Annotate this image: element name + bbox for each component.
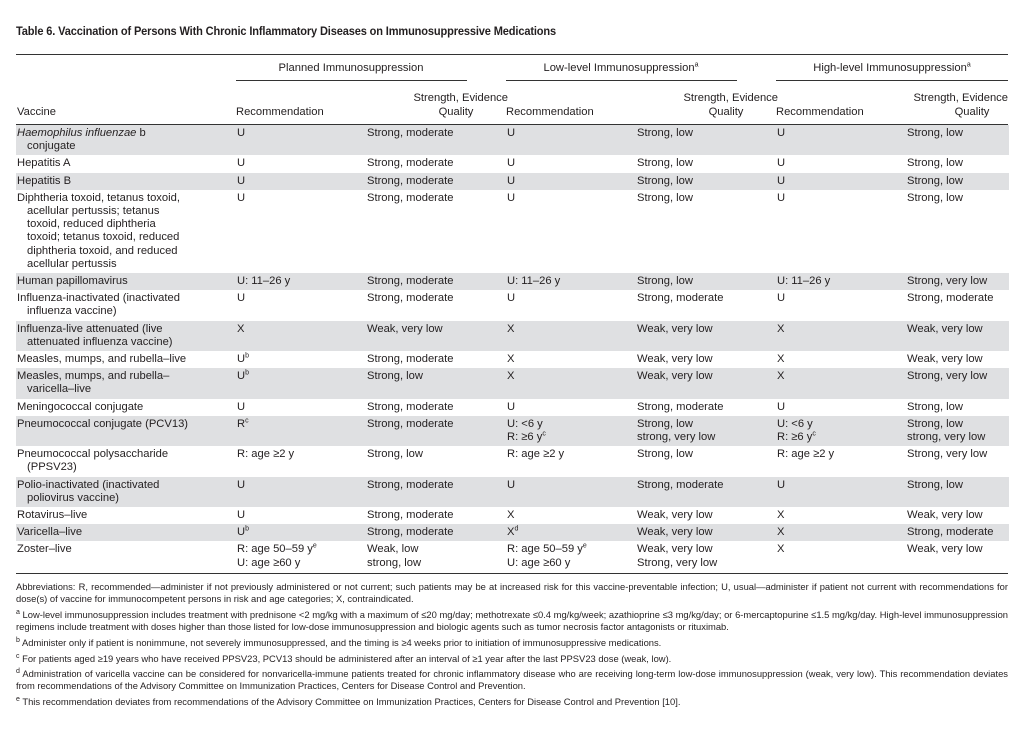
recommendation-cell: X	[777, 526, 785, 539]
recommendation-cell: X	[507, 353, 515, 366]
group-underline-low	[506, 80, 737, 81]
strength-cell: Strong, moderate	[367, 478, 454, 491]
footnote: $^c$ For patients aged ≥19 years who have received PPSV23, PCV13 should be administered after an interval of ≥1 year after the last PPSV23 dose (weak, low).	[16, 652, 672, 664]
table-row	[16, 155, 1009, 172]
strength-cell: Strong, very low	[907, 448, 988, 461]
col-header-recommendation: Recommendation	[506, 106, 594, 118]
recommendation-cell: U: 11–26 y	[237, 275, 291, 288]
table-row	[16, 125, 1009, 155]
recommendation-cell: U	[507, 292, 516, 305]
strength-cell: Weak, very low	[907, 322, 983, 335]
recommendation-cell: U: <6 y R: ≥6 $y^c$	[507, 417, 546, 444]
strength-cell: Strong, moderate	[367, 191, 454, 204]
group-underline-high	[776, 80, 1008, 81]
vaccine-name-cell: Haemophilus influenzae b conjugate	[17, 127, 146, 153]
table-row	[16, 290, 1009, 320]
recommendation-cell: X	[777, 370, 785, 383]
recommendation-cell: U	[507, 478, 516, 491]
recommendation-cell: X	[507, 509, 515, 522]
strength-cell: Weak, very low	[637, 370, 713, 383]
table-row	[16, 446, 1009, 476]
vaccine-name-cell: Varicella–live	[17, 526, 83, 539]
recommendation-cell: R: age ≥2 y	[507, 448, 565, 461]
strength-cell: Strong, low	[637, 275, 693, 288]
table-row	[16, 541, 1009, 571]
vaccine-name-cell: Human papillomavirus	[17, 275, 128, 288]
strength-cell: Strong, low strong, very low	[907, 417, 986, 444]
strength-cell: Weak, very low	[637, 509, 713, 522]
recommendation-cell: U	[507, 127, 516, 139]
strength-cell: Strong, very low	[907, 275, 988, 288]
recommendation-cell: U: 11–26 y	[777, 275, 831, 288]
footnote: Abbreviations: R, recommended—administer if not previously administered or not current; such patients may be at increased risk for this vaccine-preventable infection; U, usual—administer if patient not current with recommendations for dose(s) of vaccine for immunocompetent persons in risk and age categories; X, contraindicated.	[16, 581, 1008, 605]
col-header-strength: Strength, Evidence Quality	[683, 92, 778, 118]
vaccine-name-cell: Meningococcal conjugate	[17, 400, 144, 413]
strength-cell: Strong, moderate	[907, 526, 994, 539]
recommendation-cell: X	[507, 322, 515, 335]
col-header-recommendation: Recommendation	[236, 106, 324, 118]
recommendation-cell: U	[237, 174, 246, 187]
recommendation-cell: U: 11–26 y	[507, 275, 561, 288]
strength-cell: Strong, low	[907, 127, 963, 139]
recommendation-cell: U	[777, 400, 786, 413]
recommendation-cell: U	[237, 509, 246, 522]
recommendation-cell: R: age ≥2 y	[237, 448, 295, 461]
table-row	[16, 399, 1009, 416]
strength-cell: Strong, moderate	[367, 509, 454, 522]
strength-cell: Strong, low strong, very low	[637, 417, 716, 444]
recommendation-cell: X	[237, 322, 245, 335]
strength-cell: Strong, low	[907, 157, 963, 170]
strength-cell: Weak, low strong, low	[367, 543, 422, 569]
strength-cell: Weak, very low Strong, very low	[637, 543, 718, 569]
strength-cell: Strong, low	[907, 400, 963, 413]
strength-cell: Strong, moderate	[367, 417, 454, 430]
strength-cell: Strong, moderate	[367, 127, 454, 139]
table-row	[16, 190, 1009, 273]
strength-cell: Strong, low	[367, 448, 423, 461]
group-header-planned: Planned Immunosuppression	[278, 62, 424, 74]
strength-cell: Weak, very low	[637, 353, 713, 366]
vaccine-name-cell: Measles, mumps, and rubella–live	[17, 353, 187, 366]
vaccine-name-cell: Measles, mumps, and rubella– varicella–live	[17, 370, 170, 396]
recommendation-cell: U	[777, 191, 786, 204]
strength-cell: Strong, moderate	[367, 292, 454, 305]
table-row	[16, 507, 1009, 524]
vaccine-name-cell: Hepatitis A	[17, 157, 71, 170]
bottom-rule	[16, 573, 1008, 574]
strength-cell: Weak, very low	[907, 353, 983, 366]
document-page	[16, 0, 1008, 748]
recommendation-cell: $X^d$	[507, 525, 519, 539]
recommendation-cell: U	[237, 292, 246, 305]
vaccine-name-cell: Pneumococcal conjugate (PCV13)	[17, 417, 189, 430]
vaccination-table	[16, 125, 1009, 572]
recommendation-cell: U	[777, 292, 786, 305]
recommendation-cell: R: age 50–59 $y^e$ U: age ≥60 y	[507, 542, 587, 569]
recommendation-cell: U: <6 y R: ≥6 $y^c$	[777, 417, 816, 444]
vaccine-name-cell: Influenza-live attenuated (live attenuated influenza vaccine)	[17, 322, 173, 348]
strength-cell: Strong, moderate	[367, 157, 454, 170]
footnote: $^e$ This recommendation deviates from recommendations of the Advisory Committee on Immunization Practices, Centers for Disease Control and Prevention [10].	[16, 696, 681, 708]
strength-cell: Strong, moderate	[367, 353, 454, 366]
recommendation-cell: U	[507, 400, 516, 413]
strength-cell: Strong, moderate	[367, 526, 454, 539]
recommendation-cell: U	[237, 157, 246, 170]
col-header-vaccine: Vaccine	[17, 106, 56, 118]
table-row	[16, 273, 1009, 290]
recommendation-cell: U	[507, 191, 516, 204]
strength-cell: Weak, very low	[907, 543, 983, 556]
vaccine-name-cell: Hepatitis B	[17, 174, 72, 187]
strength-cell: Strong, low	[637, 127, 693, 139]
footnotes	[16, 581, 1008, 712]
recommendation-cell: U	[237, 400, 246, 413]
strength-cell: Weak, very low	[637, 526, 713, 539]
table-row	[16, 368, 1009, 398]
strength-cell: Strong, low	[907, 191, 963, 204]
strength-cell: Strong, low	[637, 174, 693, 187]
table-row	[16, 321, 1009, 351]
col-header-recommendation: Recommendation	[776, 106, 864, 118]
vaccine-name-cell: Zoster–live	[17, 543, 72, 556]
recommendation-cell: U	[237, 478, 246, 491]
recommendation-cell: $R^c$	[237, 417, 249, 430]
table-row	[16, 173, 1009, 190]
strength-cell: Strong, moderate	[907, 292, 994, 305]
recommendation-cell: X	[777, 543, 785, 556]
group-header-low: Low-level Immunosuppression$^a$	[543, 61, 699, 74]
strength-cell: Strong, very low	[907, 370, 988, 383]
strength-cell: Strong, low	[637, 157, 693, 170]
recommendation-cell: $U^b$	[237, 369, 249, 383]
strength-cell: Strong, moderate	[637, 400, 724, 413]
strength-cell: Strong, moderate	[637, 292, 724, 305]
recommendation-cell: U	[507, 174, 516, 187]
strength-cell: Strong, low	[367, 370, 423, 383]
recommendation-cell: R: age ≥2 y	[777, 448, 835, 461]
table-title: Table 6. Vaccination of Persons With Chronic Inflammatory Diseases on Immunosuppressive Medications	[16, 24, 557, 38]
recommendation-cell: R: age 50–59 $y^e$ U: age ≥60 y	[237, 542, 317, 569]
recommendation-cell: X	[507, 370, 515, 383]
recommendation-cell: U	[237, 127, 246, 139]
table-row	[16, 524, 1009, 541]
strength-cell: Weak, very low	[637, 322, 713, 335]
top-rule	[16, 54, 1008, 55]
recommendation-cell: X	[777, 353, 785, 366]
strength-cell: Strong, low	[637, 448, 693, 461]
footnote: $^d$ Administration of varicella vaccine can be considered for nonvaricella-immune patients treated for chronic inflammatory disease who are receiving long-term low-dose immunosuppression (weak, very low). This recommendation deviates from recommendations of the Advisory Committee on Immunization Practices, Centers for Disease Control and Prevention.	[16, 668, 1008, 692]
vaccine-name-cell: Influenza-inactivated (inactivated influenza vaccine)	[17, 292, 180, 318]
recommendation-cell: U	[237, 191, 246, 204]
strength-cell: Strong, low	[637, 191, 693, 204]
recommendation-cell: X	[777, 322, 785, 335]
vaccine-name-cell: Rotavirus–live	[17, 509, 88, 522]
recommendation-cell: X	[777, 509, 785, 522]
strength-cell: Strong, low	[907, 174, 963, 187]
group-header-high: High-level Immunosuppression$^a$	[813, 61, 971, 74]
footnote: $^b$ Administer only if patient is nonimmune, not severely immunosuppressed, and the timing is ≥4 weeks prior to initiation of immunosuppressive medications.	[16, 636, 662, 648]
strength-cell: Strong, moderate	[367, 275, 454, 288]
recommendation-cell: U	[777, 174, 786, 187]
vaccine-name-cell: Polio-inactivated (inactivated poliovirus vaccine)	[17, 478, 160, 504]
table-row	[16, 351, 1009, 368]
group-underline-planned	[236, 80, 467, 81]
strength-cell: Strong, moderate	[367, 174, 454, 187]
vaccine-name-cell: Diphtheria toxoid, tetanus toxoid, acellular pertussis; tetanus toxoid, reduced diphtheria toxoid; tetanus toxoid, reduced diphtheria toxoid, and reduced acellular pertussis	[17, 191, 180, 270]
recommendation-cell: U	[777, 127, 786, 139]
table-row	[16, 477, 1009, 507]
recommendation-cell: U	[777, 478, 786, 491]
strength-cell: Strong, low	[907, 478, 963, 491]
vaccine-name-cell: Pneumococcal polysaccharide (PPSV23)	[17, 448, 169, 474]
strength-cell: Weak, very low	[907, 509, 983, 522]
col-header-strength: Strength, Evidence Quality	[913, 92, 1008, 118]
strength-cell: Strong, moderate	[367, 400, 454, 413]
footnote: $^a$ Low-level immunosuppression includes treatment with prednisone <2 mg/kg with a maximum of ≤20 mg/day; methotrexate ≤0.4 mg/kg/week; azathioprine ≤3 mg/kg/day; or 6-mercaptopurine ≤1.5 mg/kg/day. High-level immunosuppression regimens include treatment with doses higher than those listed for low-dose immunosuppression and biologic agents such as tumor necrosis factor antagonists or rituximab.	[16, 608, 1008, 633]
table-row	[16, 416, 1009, 446]
col-header-strength: Strength, Evidence Quality	[413, 92, 508, 118]
recommendation-cell: $U^b$	[237, 352, 249, 366]
strength-cell: Strong, moderate	[637, 478, 724, 491]
recommendation-cell: U	[777, 157, 786, 170]
recommendation-cell: U	[507, 157, 516, 170]
strength-cell: Weak, very low	[367, 322, 443, 335]
recommendation-cell: $U^b$	[237, 525, 249, 539]
